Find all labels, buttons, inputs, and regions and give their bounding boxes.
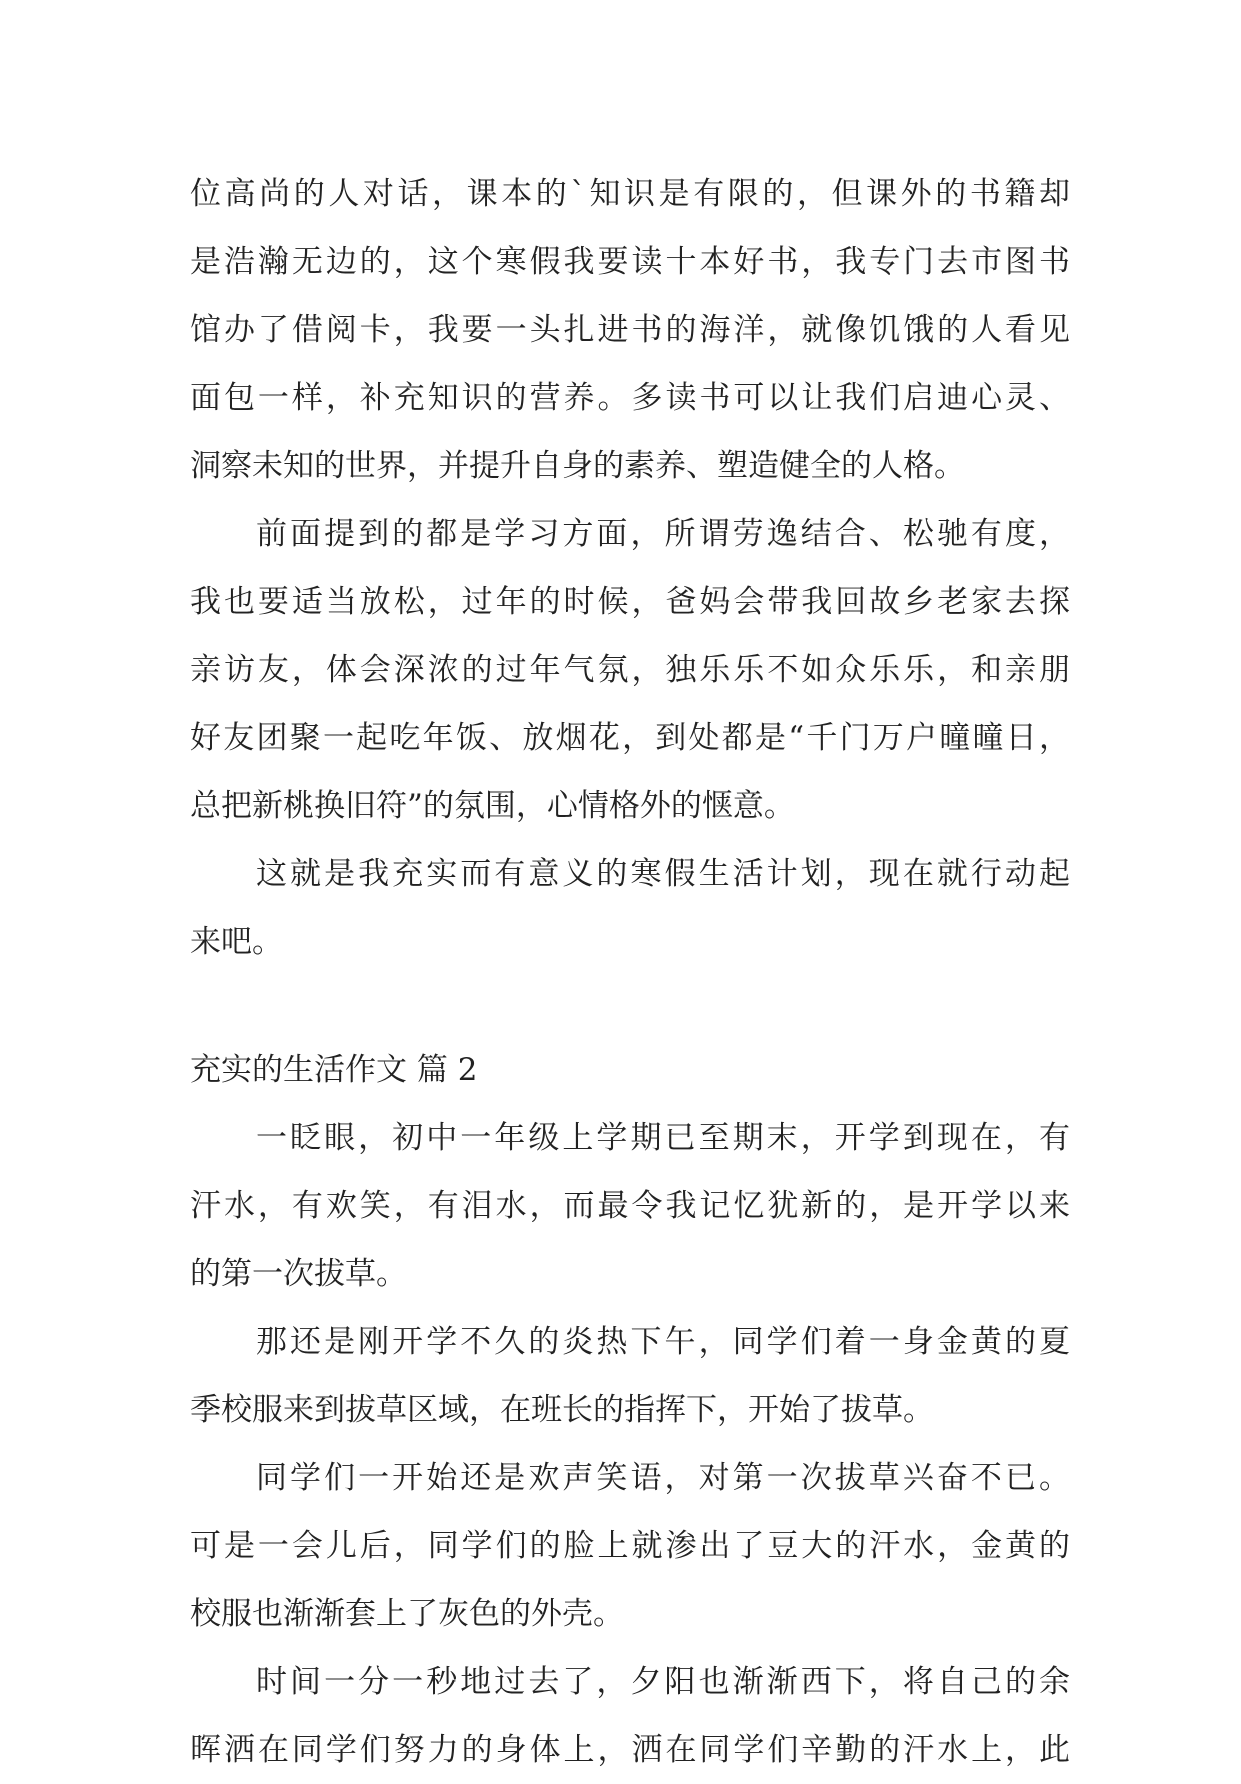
text-line: 这就是我充实而有意义的寒假生活计划，现在就行动起 xyxy=(256,856,1070,892)
text-line: 那还是刚开学不久的炎热下午，同学们着一身金黄的夏 xyxy=(256,1324,1070,1360)
paragraph xyxy=(190,160,1070,500)
section-title: 充实的生活作文 篇 2 xyxy=(190,1052,478,1088)
text-line: 总把新桃换旧符”的氛围，心情格外的惬意。 xyxy=(190,788,795,824)
text-line: 同学们一开始还是欢声笑语，对第一次拔草兴奋不已。 xyxy=(256,1460,1070,1496)
text-line: 来吧。 xyxy=(190,924,283,960)
text-line: 馆办了借阅卡，我要一头扎进书的海洋，就像饥饿的人看见 xyxy=(190,312,1070,348)
text-line: 季校服来到拔草区域，在班长的指挥下，开始了拔草。 xyxy=(190,1392,934,1428)
paragraph xyxy=(190,1648,1070,1784)
section-spacer xyxy=(190,976,1070,1036)
text-line: 晖洒在同学们努力的身体上，洒在同学们辛勤的汗水上，此 xyxy=(190,1732,1070,1768)
paragraph xyxy=(190,840,1070,976)
text-line: 时间一分一秒地过去了，夕阳也渐渐西下，将自己的余 xyxy=(256,1664,1070,1700)
text-line: 可是一会儿后，同学们的脸上就渗出了豆大的汗水，金黄的 xyxy=(190,1528,1070,1564)
text-line: 一眨眼，初中一年级上学期已至期末，开学到现在，有 xyxy=(256,1120,1070,1156)
text-line: 面包一样，补充知识的营养。多读书可以让我们启迪心灵、 xyxy=(190,380,1070,416)
text-line: 好友团聚一起吃年饭、放烟花，到处都是“千门万户曈曈日， xyxy=(190,720,1070,756)
text-line: 前面提到的都是学习方面，所谓劳逸结合、松驰有度， xyxy=(256,516,1070,552)
text-line: 的第一次拔草。 xyxy=(190,1256,407,1292)
paragraph xyxy=(190,500,1070,840)
text-line: 校服也渐渐套上了灰色的外壳。 xyxy=(190,1596,624,1632)
paragraph xyxy=(190,1444,1070,1648)
text-line: 我也要适当放松，过年的时候，爸妈会带我回故乡老家去探 xyxy=(190,584,1070,620)
paragraph xyxy=(190,1104,1070,1308)
paragraph xyxy=(190,1308,1070,1444)
document-body xyxy=(190,160,1070,1784)
text-line: 是浩瀚无边的，这个寒假我要读十本好书，我专门去市图书 xyxy=(190,244,1070,280)
text-line: 亲访友，体会深浓的过年气氛，独乐乐不如众乐乐，和亲朋 xyxy=(190,652,1070,688)
text-line: 洞察未知的世界，并提升自身的素养、塑造健全的人格。 xyxy=(190,448,965,484)
text-line: 位高尚的人对话，课本的`知识是有限的，但课外的书籍却 xyxy=(190,176,1070,212)
text-line: 汗水，有欢笑，有泪水，而最令我记忆犹新的，是开学以来 xyxy=(190,1188,1070,1224)
